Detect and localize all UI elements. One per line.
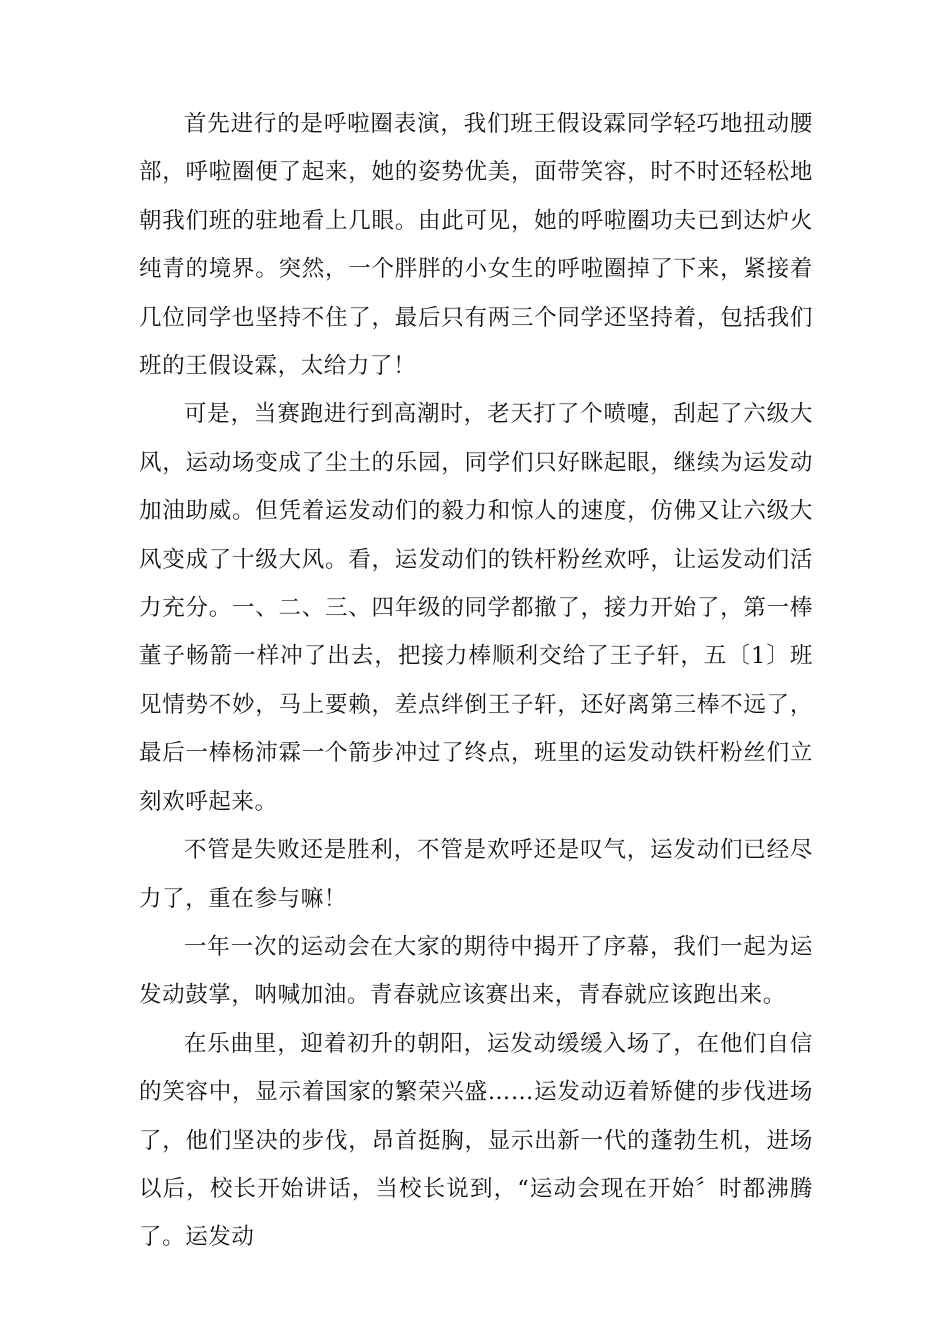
paragraph-hula-hoop: 首先进行的是呼啦圈表演，我们班王假设霖同学轻巧地扭动腰部，呼啦圈便了起来，她的姿势优美，面带笑容，时不时还轻松地朝我们班的驻地看上几眼。由此可见，她的呼啦圈功夫已到达炉火纯青的境界。突然，一个胖胖的小女生的呼啦圈掉了下来，紧接着几位同学也坚持不住了，最后只有两三个同学还坚持着，包括我们班的王假设霖，太给力了！ (139, 111, 813, 380)
paragraph-opening: 一年一次的运动会在大家的期待中揭开了序幕，我们一起为运发动鼓掌，呐喊加油。青春就应该赛出来，青春就应该跑出来。 (139, 933, 813, 1009)
paragraph-relay-race: 可是，当赛跑进行到高潮时，老天打了个喷嚏，刮起了六级大风，运动场变成了尘土的乐园，同学们只好眯起眼，继续为运发动加油助威。但凭着运发动们的毅力和惊人的速度，仿佛又让六级大风变成了十级大风。看，运发动们的铁杆粉丝欢呼，让运发动们活力充分。一、二、三、四年级的同学都撤了，接力开始了，第一棒董子畅箭一样冲了出去，把接力棒顺利交给了王子轩，五〔1〕班见情势不妙，马上要赖，差点绊倒王子轩，还好离第三棒不远了，最后一棒杨沛霖一个箭步冲过了终点，班里的运发动铁杆粉丝们立刻欢呼起来。 (139, 401, 813, 815)
document-body (139, 100, 813, 1262)
paragraph-participation: 不管是失败还是胜利，不管是欢呼还是叹气，运发动们已经尽力了，重在参与嘛！ (139, 837, 813, 912)
paragraph-entrance: 在乐曲里，迎着初升的朝阳，运发动缓缓入场了，在他们自信的笑容中，显示着国家的繁荣兴盛……运发动迈着矫健的步伐进场了，他们坚决的步伐，昂首挺胸，显示出新一代的蓬勃生机，进场以后，校长开始讲话，当校长说到，“运动会现在开始〞时都沸腾了。运发动 (139, 1030, 813, 1251)
